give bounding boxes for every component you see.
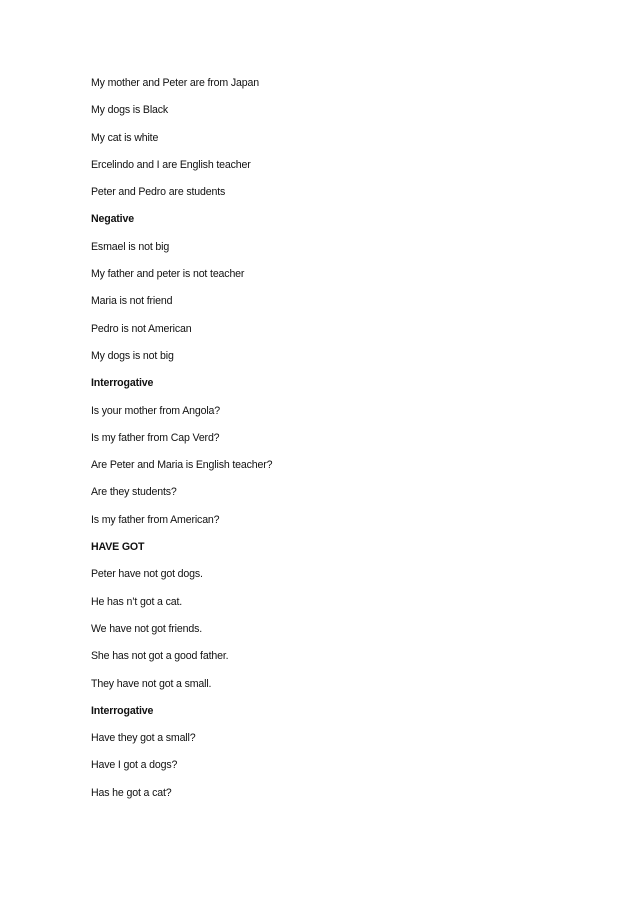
sentence-line: Are they students? <box>91 486 177 499</box>
sentence-line: Are Peter and Maria is English teacher? <box>91 459 273 472</box>
sentence-line: Peter have not got dogs. <box>91 568 203 581</box>
sentence-line: Have I got a dogs? <box>91 759 178 772</box>
sentence-line: Peter and Pedro are students <box>91 186 226 199</box>
sentence-line: Pedro is not American <box>91 322 192 335</box>
sentence-line: Ercelindo and I are English teacher <box>91 158 251 171</box>
sentence-line: My mother and Peter are from Japan <box>91 77 260 89</box>
section-heading-interrogative: Interrogative <box>91 377 154 390</box>
sentence-line: They have not got a small. <box>91 677 212 690</box>
sentence-line: Have they got a small? <box>91 732 196 745</box>
sentence-line: My father and peter is not teacher <box>91 268 245 281</box>
sentence-line: Is my father from American? <box>91 513 220 526</box>
sentence-line: My dogs is Black <box>91 104 169 117</box>
sentence-line: Esmael is not big <box>91 240 170 253</box>
sentence-line: We have not got friends. <box>91 622 203 635</box>
sentence-line: He has n’t got a cat. <box>91 595 183 608</box>
sentence-line: Is my father from Cap Verd? <box>91 431 220 444</box>
section-heading-interrogative-2: Interrogative <box>91 704 154 717</box>
section-heading-have-got: HAVE GOT <box>91 541 145 554</box>
sentence-line: My dogs is not big <box>91 349 174 362</box>
sentence-line: Maria is not friend <box>91 295 173 308</box>
sentence-line: She has not got a good father. <box>91 650 229 663</box>
sentence-line: Is your mother from Angola? <box>91 404 221 417</box>
sentence-line: Has he got a cat? <box>91 786 172 799</box>
document-body <box>91 76 272 813</box>
sentence-line: My cat is white <box>91 131 159 144</box>
section-heading-negative: Negative <box>91 213 134 226</box>
